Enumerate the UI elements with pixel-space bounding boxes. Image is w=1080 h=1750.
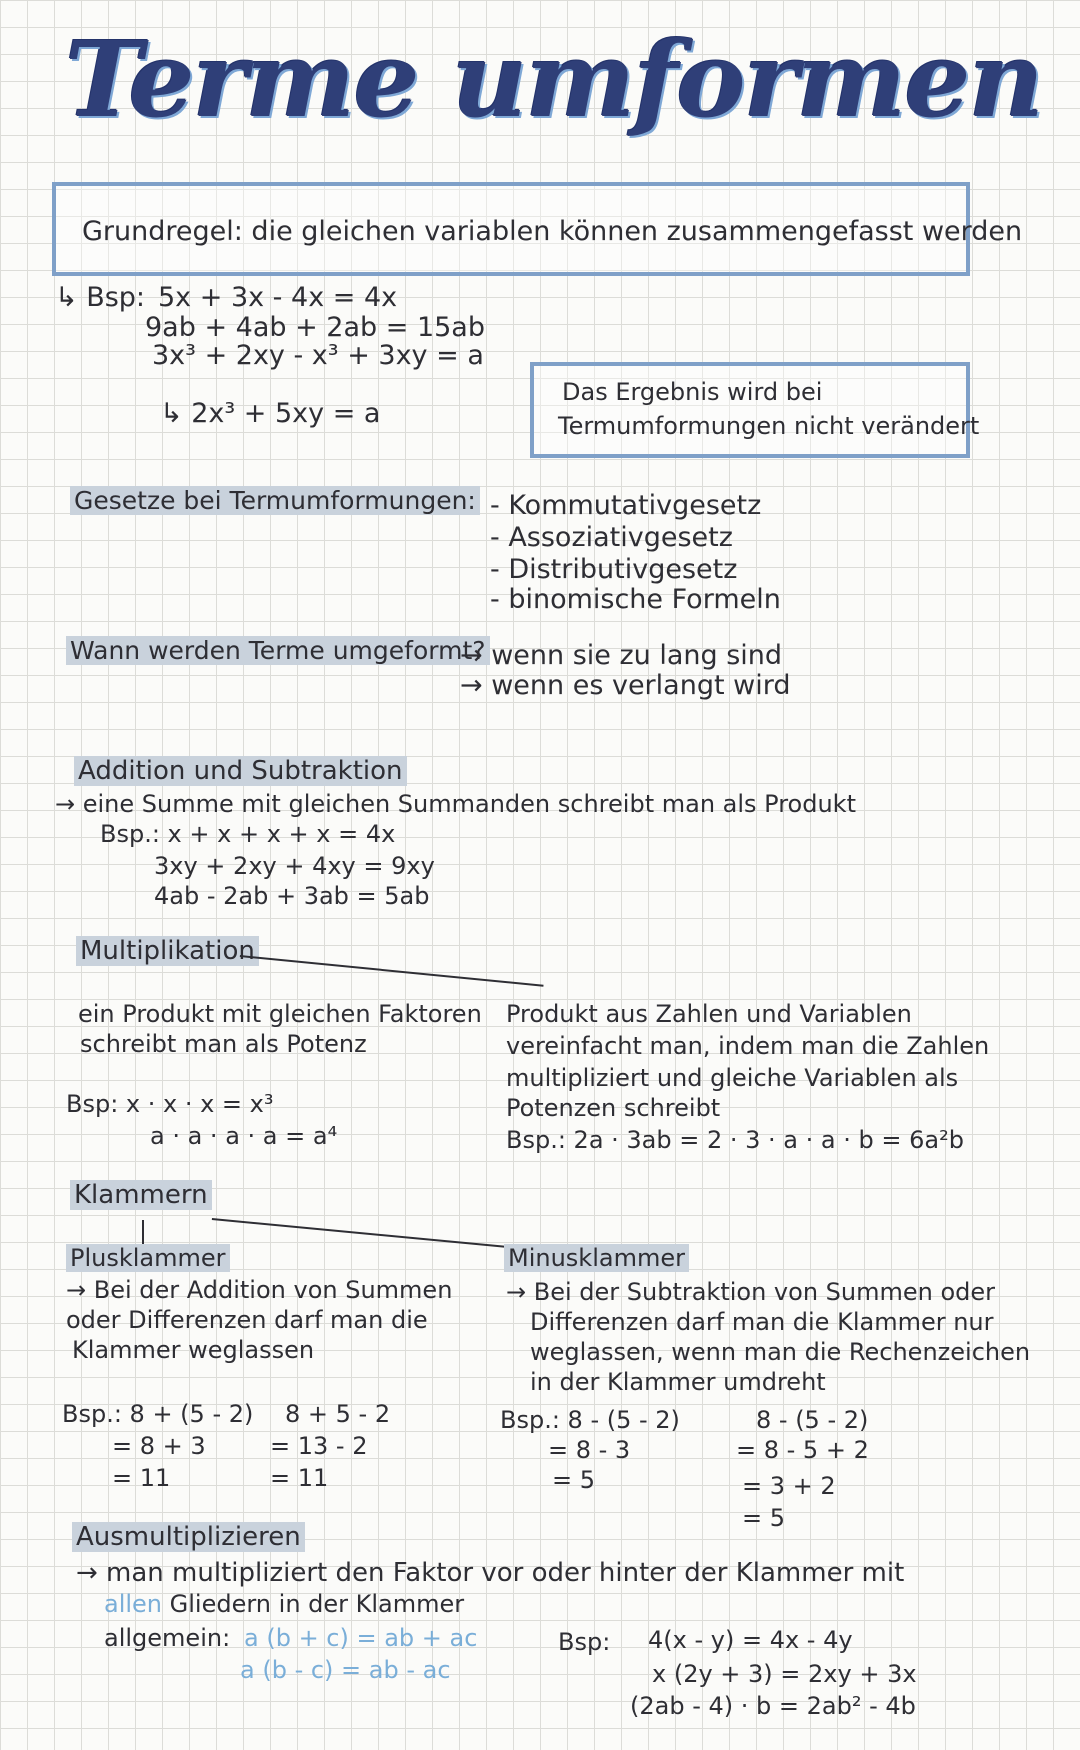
minus-bsp1: Bsp.: 8 - (5 - 2): [500, 1406, 680, 1434]
ausmulti-rule2-highlight: allen: [104, 1590, 163, 1618]
page-title: Terme umformen: [65, 18, 1043, 141]
bsp1-line2: 9ab + 4ab + 2ab = 15ab: [145, 312, 485, 343]
wann-answer2: → wenn es verlangt wird: [460, 670, 791, 701]
multi-right-bsp: Bsp.: 2a · 3ab = 2 · 3 · a · a · b = 6a²b: [506, 1126, 964, 1154]
minus-alt1: 8 - (5 - 2): [756, 1406, 869, 1434]
multi-right-line4: Potenzen schreibt: [506, 1094, 721, 1122]
connector-line: [240, 955, 544, 987]
bsp1-line3: 3x³ + 2xy - x³ + 3xy = a: [152, 340, 484, 371]
plus-line1: → Bei der Addition von Summen: [66, 1276, 453, 1304]
wann-heading: Wann werden Terme umgeformt?: [66, 636, 490, 665]
addition-bsp2: 3xy + 2xy + 4xy = 9xy: [154, 852, 435, 880]
ausmulti-heading: Ausmultiplizieren: [72, 1522, 305, 1552]
allgemein-formula2: a (b - c) = ab - ac: [240, 1656, 451, 1684]
plus-alt1: 8 + 5 - 2: [285, 1400, 391, 1428]
multi-bsp1: Bsp: x · x · x = x³: [66, 1090, 274, 1118]
minus-bsp3: = 5: [552, 1466, 596, 1494]
plus-alt3: = 11: [270, 1464, 329, 1492]
plusklammer-heading: Plusklammer: [66, 1244, 230, 1272]
multi-right-line3: multipliziert und gleiche Variablen als: [506, 1064, 959, 1092]
gesetz-item: - Kommutativgesetz: [490, 490, 762, 521]
connector-line: [212, 1218, 507, 1248]
minus-bsp2: = 8 - 3: [548, 1436, 631, 1464]
ausmulti-bsp-label: Bsp:: [558, 1628, 611, 1656]
plus-bsp2: = 8 + 3: [112, 1432, 206, 1460]
minus-line1: → Bei der Subtraktion von Summen oder: [506, 1278, 996, 1306]
multi-left-line1: ein Produkt mit gleichen Faktoren: [78, 1000, 482, 1028]
addition-bsp1: Bsp.: x + x + x + x = 4x: [100, 820, 396, 848]
plus-line2: oder Differenzen darf man die: [66, 1306, 428, 1334]
gesetz-item: - Distributivgesetz: [490, 554, 738, 585]
note-box: [530, 362, 970, 458]
plus-alt2: = 13 - 2: [270, 1432, 368, 1460]
minus-line4: in der Klammer umdreht: [530, 1368, 826, 1396]
grundregel-text: Grundregel: die gleichen variablen können zusammengefasst werden: [82, 216, 1023, 247]
multiplikation-heading: Multiplikation: [76, 936, 259, 966]
multi-bsp2: a · a · a · a = a⁴: [150, 1122, 338, 1150]
bsp1-line1: 5x + 3x - 4x = 4x: [158, 282, 398, 313]
ausmulti-rule1: → man multipliziert den Faktor vor oder hinter der Klammer mit: [76, 1558, 905, 1588]
multi-right-line1: Produkt aus Zahlen und Variablen: [506, 1000, 912, 1028]
addition-rule: → eine Summe mit gleichen Summanden schreibt man als Produkt: [55, 790, 856, 818]
addition-heading: Addition und Subtraktion: [74, 756, 407, 786]
klammern-heading: Klammern: [70, 1180, 212, 1210]
ausmulti-bsp1: 4(x - y) = 4x - 4y: [648, 1626, 853, 1654]
gesetz-item: - binomische Formeln: [490, 584, 781, 615]
gesetze-heading: Gesetze bei Termumformungen:: [70, 486, 480, 515]
minusklammer-heading: Minusklammer: [504, 1244, 689, 1272]
ausmulti-rule2: [104, 1590, 464, 1618]
minus-alt3: = 3 + 2: [742, 1472, 836, 1500]
ausmulti-bsp2: x (2y + 3) = 2xy + 3x: [652, 1660, 917, 1688]
minus-line2: Differenzen darf man die Klammer nur: [530, 1308, 994, 1336]
ausmulti-rule2-text: Gliedern in der Klammer: [162, 1590, 465, 1618]
minus-line3: weglassen, wenn man die Rechenzeichen: [530, 1338, 1031, 1366]
plus-line3: Klammer weglassen: [72, 1336, 315, 1364]
bsp1-line4: ↳ 2x³ + 5xy = a: [160, 398, 381, 429]
connector-line: [142, 1220, 144, 1244]
ausmulti-bsp3: (2ab - 4) · b = 2ab² - 4b: [630, 1692, 916, 1720]
allgemein-label: allgemein:: [104, 1624, 231, 1652]
note-line2: Termumformungen nicht verändert: [558, 412, 980, 440]
plus-bsp3: = 11: [112, 1464, 171, 1492]
multi-right-line2: vereinfacht man, indem man die Zahlen: [506, 1032, 990, 1060]
addition-bsp3: 4ab - 2ab + 3ab = 5ab: [154, 882, 430, 910]
minus-alt4: = 5: [742, 1504, 786, 1532]
minus-alt2: = 8 - 5 + 2: [736, 1436, 869, 1464]
plus-bsp1: Bsp.: 8 + (5 - 2): [62, 1400, 254, 1428]
gesetz-item: - Assoziativgesetz: [490, 522, 733, 553]
allgemein-formula1: a (b + c) = ab + ac: [244, 1624, 478, 1652]
note-line1: Das Ergebnis wird bei: [562, 378, 823, 406]
multi-left-line2: schreibt man als Potenz: [80, 1030, 367, 1058]
bsp1-label: ↳ Bsp:: [55, 282, 146, 313]
wann-answer1: → wenn sie zu lang sind: [460, 640, 783, 671]
